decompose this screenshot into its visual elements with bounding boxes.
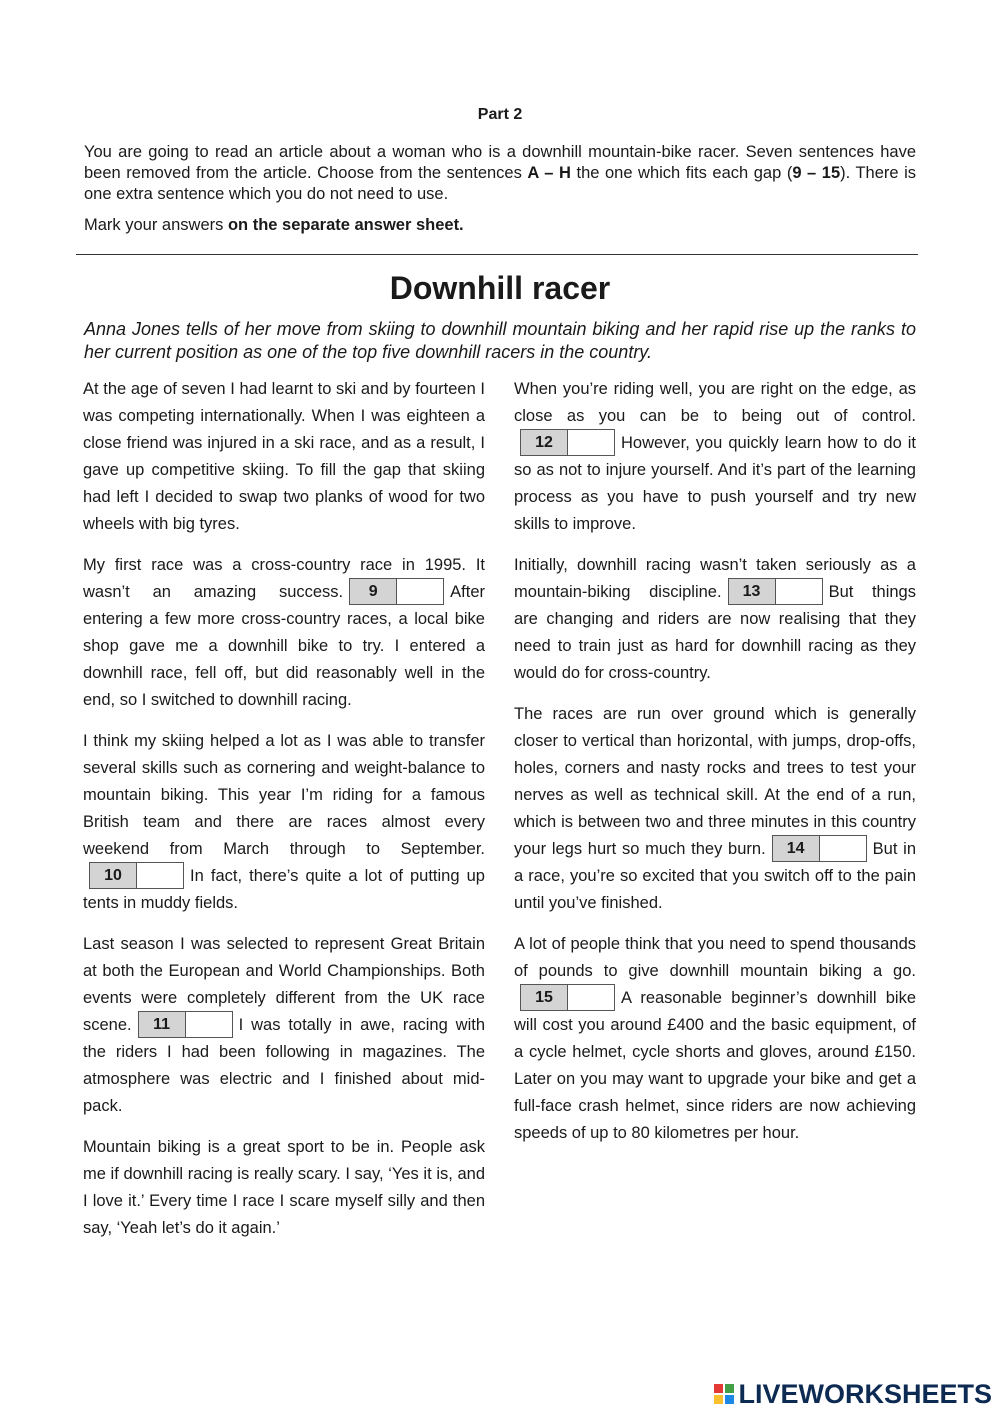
- gap-11-answer-box[interactable]: 11: [138, 1011, 233, 1038]
- paragraph: The races are run over ground which is generally closer to vertical than horizontal, with jumps, drop-offs, holes, corners and nasty rocks and trees to test your nerves as well as technical skill. At the end of a run, which is between two and three minutes in this country your legs hurt so much they burn. 14 But in a race, you’re so excited that you switch off to the pain until you’ve finished.: [514, 705, 916, 912]
- instructions: You are going to read an article about a woman who is a downhill mountain-bike racer. Seven sentences have been removed from the article. Choose from the sentences A – H the one which fits each gap (9 – 15). There is one extra sentence which you do not need to use.: [84, 143, 917, 203]
- paragraph: Mountain biking is a great sport to be in. People ask me if downhill racing is really scary. I say, ‘Yes it is, and I love it.’ Every time I race I scare myself silly and then say, ‘Yeah let’s do it again.’: [83, 1138, 485, 1237]
- article-title: Downhill racer: [389, 270, 611, 306]
- paragraph: A lot of people think that you need to spend thousands of pounds to give downhill mountain biking a go. 15 A reasonable beginner’s downhill bike will cost you around £400 and the basic equipment, of a cycle helmet, cycle shorts and gloves, around £150. Later on you may want to upgrade your bike and get a full-face crash helmet, since riders are now achieving speeds of up to 80 kilometres per hour.: [514, 935, 916, 1142]
- article-column-right: [514, 376, 916, 1161]
- logo-mark-icon: [714, 1384, 734, 1404]
- liveworksheets-logo[interactable]: [714, 1379, 992, 1409]
- paragraph: When you’re riding well, you are right on the edge, as close as you can be to being out of control. 12 However, you quickly learn how to do it so as not to injure yourself. And it’s part of the learning process as you have to push yourself and try new skills to improve.: [514, 380, 916, 533]
- article-column-left: [83, 376, 485, 1256]
- part-heading: Part 2: [477, 106, 523, 123]
- paragraph: My first race was a cross-country race in 1995. It wasn’t an amazing success. 9 After entering a few more cross-country races, a local bike shop gave me a downhill bike to try. I entered a downhill race, fell off, but did reasonably well in the end, so I switched to downhill racing.: [83, 556, 485, 709]
- answer-instruction: Mark your answers on the separate answer sheet.: [84, 216, 464, 234]
- divider: [76, 254, 918, 255]
- gap-14-answer-box[interactable]: 14: [772, 835, 867, 862]
- logo-text: LIVEWORKSHEETS: [738, 1378, 992, 1409]
- paragraph: At the age of seven I had learnt to ski and by fourteen I was competing internationally. When I was eighteen a close friend was injured in a ski race, and as a result, I gave up competitive skiing. To fill the gap that skiing had left I decided to swap two planks of wood for two wheels with big tyres.: [83, 380, 485, 533]
- paragraph: Initially, downhill racing wasn’t taken seriously as a mountain-biking discipline. 13 But things are changing and riders are now realising that they need to train just as hard for downhill racing as they would do for cross-country.: [514, 556, 916, 682]
- gap-12-answer-box[interactable]: 12: [520, 429, 615, 456]
- paragraph: Last season I was selected to represent Great Britain at both the European and World Championships. Both events were completely different from the UK race scene. 11 I was totally in awe, racing with the riders I had been following in magazines. The atmosphere was electric and I finished about mid-pack.: [83, 935, 485, 1115]
- gap-15-answer-box[interactable]: 15: [520, 984, 615, 1011]
- paragraph: I think my skiing helped a lot as I was able to transfer several skills such as cornering and weight-balance to mountain biking. This year I’m riding for a famous British team and there are races almost every weekend from March through to September. 10 In fact, there’s quite a lot of putting up tents in muddy fields.: [83, 732, 485, 912]
- gap-9-answer-box[interactable]: 9: [349, 578, 444, 605]
- gap-10-answer-box[interactable]: 10: [89, 862, 184, 889]
- article-subtitle: Anna Jones tells of her move from skiing to downhill mountain biking and her rapid rise up the ranks to her current position as one of the top five downhill racers in the country.: [84, 319, 916, 362]
- gap-13-answer-box[interactable]: 13: [728, 578, 823, 605]
